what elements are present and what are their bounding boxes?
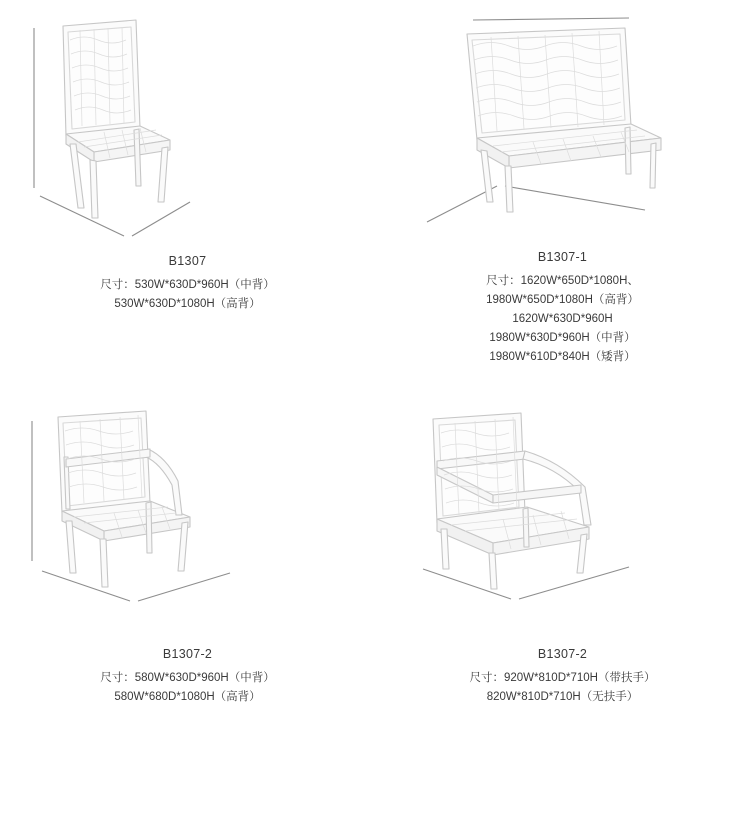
product-model-2: B1307-1: [537, 250, 588, 264]
product-illustration-side-chair: [18, 10, 358, 250]
product-dims-4: [398, 669, 728, 707]
product-illustration-arm-chair: [18, 401, 358, 641]
dim-line: 1980W*610D*840H（矮背）: [489, 351, 636, 363]
product-dims-1: [23, 276, 353, 314]
dim-line: 530W*630D*1080H（高背）: [114, 298, 261, 310]
dim-line: 1980W*650D*1080H（高背）: [486, 294, 639, 306]
dim-line: 580W*680D*1080H（高背）: [114, 691, 261, 703]
product-caption-2: [398, 246, 728, 367]
product-model-3: B1307-2: [162, 647, 213, 661]
product-cell-4: [375, 395, 750, 790]
product-cell-3: [0, 395, 375, 790]
dim-line: 尺寸：1620W*650D*1080H、: [486, 275, 639, 287]
dim-line: 尺寸：580W*630D*960H（中背）: [100, 672, 275, 684]
product-cell-1: [0, 0, 375, 395]
dim-line: 820W*810D*710H（无扶手）: [486, 691, 639, 703]
product-illustration-lounge-chair: [393, 401, 733, 641]
product-dims-2: [398, 272, 728, 367]
dim-line: 尺寸：920W*810D*710H（带扶手）: [469, 672, 656, 684]
dim-line: 尺寸：530W*630D*960H（中背）: [100, 279, 275, 291]
product-illustration-banquette-bench: [393, 6, 733, 246]
product-cell-2: [375, 0, 750, 395]
product-caption-1: [23, 250, 353, 314]
dim-line: 1980W*630D*960H（中背）: [489, 332, 636, 344]
product-caption-3: [23, 643, 353, 707]
dim-line: 1620W*630D*960H: [512, 313, 613, 325]
product-dims-3: [23, 669, 353, 707]
product-model-4: B1307-2: [537, 647, 588, 661]
product-model-1: B1307: [168, 254, 207, 268]
product-caption-4: [398, 643, 728, 707]
